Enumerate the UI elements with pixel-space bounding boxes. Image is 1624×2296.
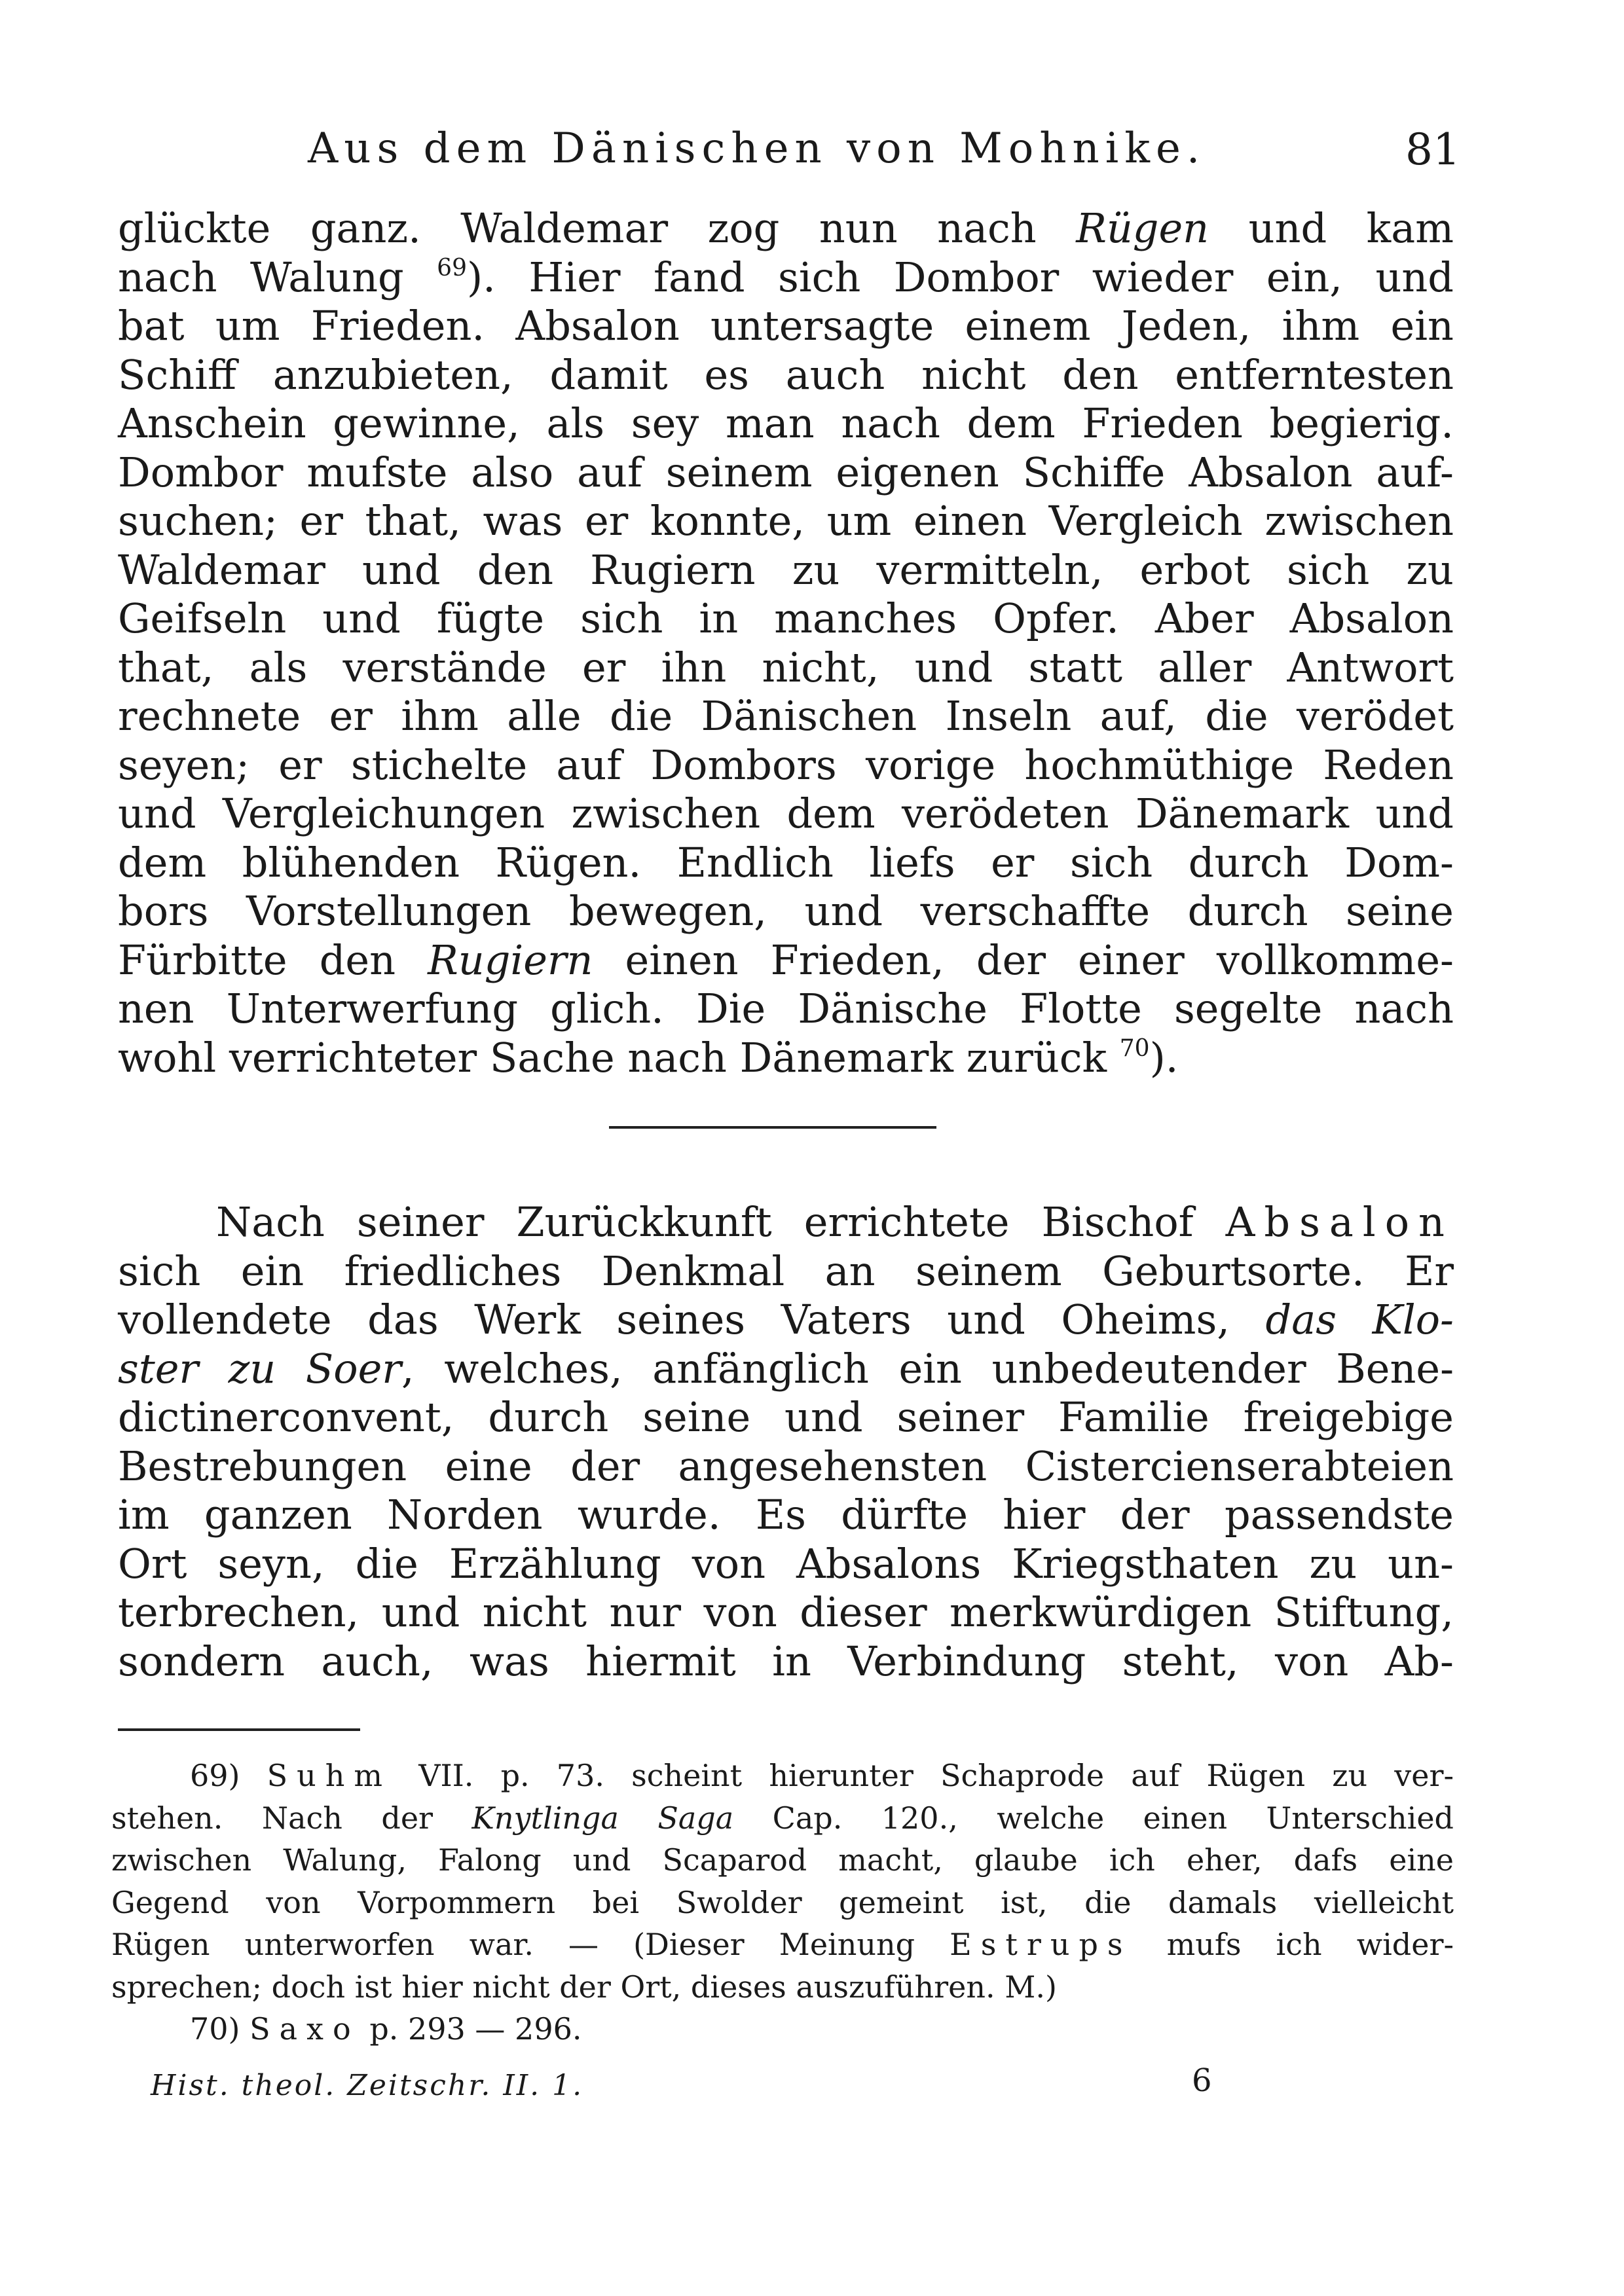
section-separator [609, 1126, 936, 1129]
footnote-line: zwischen Walung, Falong und Scaparod macht, glaube ich eher, dafs eine [111, 1842, 1454, 1878]
text-line: ster zu Soer, welches, anfänglich ein unbedeutender Bene- [118, 1344, 1454, 1393]
text-line: bat um Frieden. Absalon untersagte einem Jeden, ihm ein [118, 302, 1454, 350]
footnote-line: sprechen; doch ist hier nicht der Ort, dieses auszuführen. M.) [111, 1969, 1057, 2005]
text-segment: Fürbitte den [118, 936, 428, 984]
text-line [118, 936, 1454, 985]
text-line: seyen; er stichelte auf Dombors vorige hochmüthige Reden [118, 740, 1454, 789]
text-segment: und kam [1209, 204, 1454, 252]
text-segment: glückte ganz. Waldemar zog nun nach [118, 204, 1077, 252]
text-line: Schiff anzubieten, damit es auch nicht den entferntesten [118, 350, 1454, 399]
spaced-name: Saxo [249, 2011, 360, 2047]
footnote-line: Rügen unterworfen war. — (Dieser Meinung Estrups mufs ich wider- [111, 1927, 1454, 1962]
italic-text: ster zu Soer [118, 1344, 401, 1393]
text-line: terbrechen, und nicht nur von dieser merkwürdigen Stiftung, [118, 1588, 1454, 1636]
text-line: nen Unterwerfung glich. Die Dänische Flotte segelte nach [118, 985, 1454, 1032]
text-line: sondern auch, was hiermit in Verbindung steht, von Ab- [118, 1637, 1454, 1685]
text-segment: ). [1149, 1033, 1179, 1082]
spaced-name: Estrups [950, 1927, 1132, 1962]
footnote-69: 69) Suhm VII. p. 73. scheint hierunter Schaprode auf Rügen zu ver- [190, 1758, 1454, 1793]
text-line [118, 253, 1454, 302]
footnotes [111, 1755, 1454, 2050]
spaced-name: Absalon [1225, 1198, 1454, 1246]
footnote-line: stehen. Nach der Knytlinga Saga Cap. 120., welche einen Unterschied [111, 1800, 1454, 1836]
text-line: im ganzen Norden wurde. Es dürfte hier der passendste [118, 1491, 1454, 1539]
text-line: Nach seiner Zurückkunft errichtete Bischof Absalon [216, 1198, 1454, 1246]
text-line: that, als verstände er ihn nicht, und statt aller Antwort [118, 643, 1454, 691]
text-line: Dombor mufste also auf seinem eigenen Schiffe Absalon auf- [118, 448, 1454, 496]
paragraph-2 [118, 1198, 1454, 1686]
footnote-rule [118, 1728, 360, 1731]
text-segment: nach Walung [118, 253, 437, 301]
spaced-name: Suhm [267, 1758, 392, 1793]
text-line: rechnete er ihm alle die Dänischen Inseln auf, die verödet [118, 692, 1454, 740]
italic-text: Rugiern [428, 936, 593, 984]
text-line: Ort seyn, die Erzählung von Absalons Kriegsthaten zu un- [118, 1539, 1454, 1588]
footnote-reference: 69 [437, 254, 467, 282]
text-line: und Vergleichungen zwischen dem verödeten Dänemark und [118, 790, 1454, 837]
footnote-70: 70) Saxo p. 293 — 296. [190, 2011, 582, 2047]
text-line [118, 204, 1454, 253]
running-title: Aus dem Dänischen von Mohnike. [308, 124, 1206, 173]
text-line: Bestrebungen eine der angesehensten Cistercienserabteien [118, 1442, 1454, 1490]
text-segment: ). Hier fand sich Dombor wieder ein, und [466, 253, 1454, 301]
text-segment: einen Frieden, der einer vollkommе- [593, 936, 1454, 984]
footnote-reference: 70 [1119, 1034, 1150, 1062]
text-line: Waldemar und den Rugiern zu vermitteln, erbot sich zu [118, 545, 1454, 594]
text-line: dictinerconvent, durch seine und seiner Familie freigebige [118, 1393, 1454, 1441]
footnote-line: Gegend von Vorpommern bei Swolder gemeint ist, die damals vielleicht [111, 1884, 1454, 1920]
text-line: dem blühenden Rügen. Endlich liefs er sich durch Dom- [118, 838, 1454, 886]
text-line: suchen; er that, was er konnte, um einen Vergleich zwischen [118, 497, 1454, 545]
italic-text: das Klo- [1265, 1296, 1454, 1343]
text-line: sich ein friedliches Denkmal an seinem Geburtsorte. Er [118, 1247, 1454, 1295]
text-line [118, 1034, 1454, 1083]
sheet-mark: 6 [1192, 2062, 1212, 2099]
text-line: Geifseln und fügte sich in manches Opfer. Aber Absalon [118, 594, 1454, 642]
text-segment: wohl verrichteter Sache nach Dänemark zurück [118, 1033, 1120, 1082]
italic-text: Knytlinga Saga [471, 1800, 734, 1836]
text-line: bors Vorstellungen bewegen, und verschaffte durch seine [118, 887, 1454, 935]
paragraph-1 [118, 204, 1454, 1082]
text-line: vollendete das Werk seines Vaters und Oheims, das Klo- [118, 1296, 1454, 1343]
page-number: 81 [1405, 124, 1460, 175]
page-header [308, 124, 1460, 183]
bottom-signature: Hist. theol. Zeitschr. II. 1. [151, 2069, 584, 2102]
text-line: Anschein gewinne, als sey man nach dem Frieden begierig. [118, 399, 1454, 447]
italic-text: Rügen [1076, 204, 1209, 252]
